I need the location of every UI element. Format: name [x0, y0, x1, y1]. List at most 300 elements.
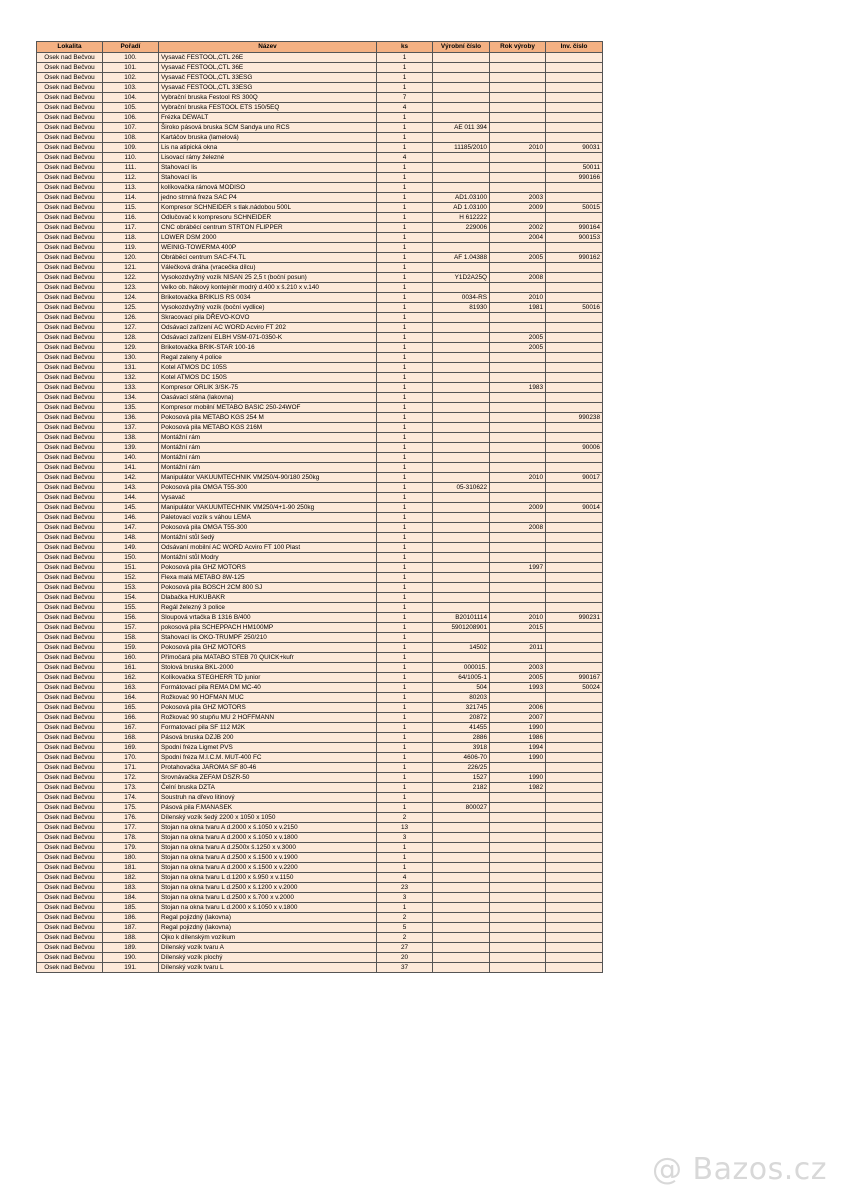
- cell-serial: [433, 362, 490, 372]
- cell-location: Osek nad Bečvou: [37, 392, 103, 402]
- cell-name: Vysokozdvyžný vozík (boční vydlice): [159, 302, 377, 312]
- cell-location: Osek nad Bečvou: [37, 812, 103, 822]
- cell-qty: 1: [377, 492, 433, 502]
- cell-serial: 504: [433, 682, 490, 692]
- cell-name: Vysavač: [159, 492, 377, 502]
- cell-serial: [433, 72, 490, 82]
- cell-location: Osek nad Bečvou: [37, 92, 103, 102]
- cell-inv: 50015: [546, 202, 603, 212]
- cell-year: [490, 112, 546, 122]
- cell-location: Osek nad Bečvou: [37, 892, 103, 902]
- cell-order: 129.: [103, 342, 159, 352]
- cell-qty: 1: [377, 482, 433, 492]
- cell-order: 189.: [103, 942, 159, 952]
- cell-order: 181.: [103, 862, 159, 872]
- cell-location: Osek nad Bečvou: [37, 952, 103, 962]
- cell-serial: [433, 112, 490, 122]
- cell-order: 119.: [103, 242, 159, 252]
- cell-order: 101.: [103, 62, 159, 72]
- cell-location: Osek nad Bečvou: [37, 472, 103, 482]
- cell-inv: [546, 452, 603, 462]
- cell-location: Osek nad Bečvou: [37, 362, 103, 372]
- cell-year: [490, 852, 546, 862]
- cell-year: [490, 572, 546, 582]
- cell-location: Osek nad Bečvou: [37, 592, 103, 602]
- cell-serial: [433, 52, 490, 62]
- cell-name: Kompresor mobilní METABO BASIC 250-24WOF: [159, 402, 377, 412]
- cell-qty: 1: [377, 862, 433, 872]
- table-row: [37, 952, 603, 962]
- table-row: [37, 432, 603, 442]
- cell-name: Regal pojizdný (lakovna): [159, 912, 377, 922]
- cell-location: Osek nad Bečvou: [37, 172, 103, 182]
- cell-inv: [546, 752, 603, 762]
- cell-qty: 1: [377, 112, 433, 122]
- cell-name: Pokosová pila GHZ MOTORS: [159, 562, 377, 572]
- cell-order: 178.: [103, 832, 159, 842]
- table-row: [37, 842, 603, 852]
- cell-order: 148.: [103, 532, 159, 542]
- cell-qty: 1: [377, 342, 433, 352]
- cell-order: 133.: [103, 382, 159, 392]
- cell-inv: [546, 812, 603, 822]
- cell-order: 138.: [103, 432, 159, 442]
- cell-order: 150.: [103, 552, 159, 562]
- cell-location: Osek nad Bečvou: [37, 302, 103, 312]
- cell-name: Spodní fréza Ligmet PVS: [159, 742, 377, 752]
- cell-location: Osek nad Bečvou: [37, 662, 103, 672]
- table-row: [37, 82, 603, 92]
- cell-year: [490, 512, 546, 522]
- table-row: [37, 742, 603, 752]
- cell-name: Stolová bruska BKL-2000: [159, 662, 377, 672]
- cell-inv: [546, 462, 603, 472]
- cell-inv: 50024: [546, 682, 603, 692]
- cell-serial: [433, 432, 490, 442]
- table-row: [37, 222, 603, 232]
- cell-qty: 27: [377, 942, 433, 952]
- cell-year: [490, 952, 546, 962]
- cell-order: 184.: [103, 892, 159, 902]
- cell-inv: [546, 582, 603, 592]
- cell-qty: 1: [377, 192, 433, 202]
- cell-location: Osek nad Bečvou: [37, 712, 103, 722]
- cell-name: Protahovačka JAROMA SF 80-46: [159, 762, 377, 772]
- cell-qty: 1: [377, 462, 433, 472]
- cell-location: Osek nad Bečvou: [37, 122, 103, 132]
- table-row: [37, 482, 603, 492]
- cell-name: Stojan na okna tvaru L d.2500 x š.1200 x v.2000: [159, 882, 377, 892]
- cell-name: Paletovací vozík s váhou LEMA: [159, 512, 377, 522]
- cell-year: [490, 152, 546, 162]
- cell-serial: [433, 352, 490, 362]
- table-row: [37, 452, 603, 462]
- cell-location: Osek nad Bečvou: [37, 772, 103, 782]
- cell-year: [490, 812, 546, 822]
- cell-inv: [546, 772, 603, 782]
- cell-name: Pokosová pila METABO KGS 216M: [159, 422, 377, 432]
- cell-order: 157.: [103, 622, 159, 632]
- cell-inv: [546, 852, 603, 862]
- cell-qty: 1: [377, 142, 433, 152]
- cell-serial: [433, 912, 490, 922]
- cell-name: Vysokozdvyžný vozík NISAN 25 2,5 t (boční posun): [159, 272, 377, 282]
- cell-order: 176.: [103, 812, 159, 822]
- table-row: [37, 472, 603, 482]
- cell-location: Osek nad Bečvou: [37, 562, 103, 572]
- cell-qty: 1: [377, 472, 433, 482]
- cell-serial: 2886: [433, 732, 490, 742]
- cell-qty: 1: [377, 692, 433, 702]
- cell-inv: [546, 832, 603, 842]
- cell-serial: 4606-70: [433, 752, 490, 762]
- cell-serial: [433, 872, 490, 882]
- cell-name: WEINIG-TOWERMA 400P: [159, 242, 377, 252]
- cell-year: [490, 592, 546, 602]
- cell-order: 170.: [103, 752, 159, 762]
- cell-year: [490, 892, 546, 902]
- cell-year: [490, 452, 546, 462]
- cell-year: 2007: [490, 712, 546, 722]
- table-row: [37, 92, 603, 102]
- table-row: [37, 192, 603, 202]
- cell-serial: [433, 562, 490, 572]
- cell-inv: [546, 82, 603, 92]
- cell-year: 1994: [490, 742, 546, 752]
- cell-name: Regal zaleny 4 police: [159, 352, 377, 362]
- cell-name: Stojan na okna tvaru A d.2500 x š.1500 x v.1900: [159, 852, 377, 862]
- cell-inv: 990238: [546, 412, 603, 422]
- cell-location: Osek nad Bečvou: [37, 852, 103, 862]
- table-row: [37, 352, 603, 362]
- table-row: [37, 202, 603, 212]
- cell-serial: 3918: [433, 742, 490, 752]
- cell-order: 180.: [103, 852, 159, 862]
- cell-order: 145.: [103, 502, 159, 512]
- cell-location: Osek nad Bečvou: [37, 552, 103, 562]
- table-row: [37, 932, 603, 942]
- cell-qty: 1: [377, 622, 433, 632]
- cell-inv: [546, 212, 603, 222]
- cell-order: 187.: [103, 922, 159, 932]
- cell-order: 173.: [103, 782, 159, 792]
- cell-name: Široko pásová bruska SCM Sandya uno RCS: [159, 122, 377, 132]
- cell-serial: [433, 242, 490, 252]
- cell-order: 140.: [103, 452, 159, 462]
- table-row: [37, 782, 603, 792]
- cell-year: [490, 872, 546, 882]
- cell-location: Osek nad Bečvou: [37, 612, 103, 622]
- cell-serial: [433, 402, 490, 412]
- cell-location: Osek nad Bečvou: [37, 282, 103, 292]
- cell-qty: 1: [377, 612, 433, 622]
- cell-serial: [433, 422, 490, 432]
- header-year: Rok výroby: [490, 42, 546, 53]
- cell-inv: [546, 262, 603, 272]
- table-row: [37, 802, 603, 812]
- cell-qty: 1: [377, 582, 433, 592]
- cell-order: 123.: [103, 282, 159, 292]
- cell-serial: [433, 822, 490, 832]
- cell-name: Stahovací lis: [159, 162, 377, 172]
- table-row: [37, 912, 603, 922]
- cell-year: 2003: [490, 192, 546, 202]
- cell-order: 164.: [103, 692, 159, 702]
- cell-qty: 1: [377, 212, 433, 222]
- cell-year: 2015: [490, 622, 546, 632]
- cell-location: Osek nad Bečvou: [37, 502, 103, 512]
- cell-order: 151.: [103, 562, 159, 572]
- cell-serial: 41455: [433, 722, 490, 732]
- cell-location: Osek nad Bečvou: [37, 632, 103, 642]
- cell-qty: 1: [377, 792, 433, 802]
- cell-inv: [546, 862, 603, 872]
- cell-location: Osek nad Bečvou: [37, 202, 103, 212]
- cell-order: 162.: [103, 672, 159, 682]
- cell-inv: [546, 542, 603, 552]
- cell-qty: 1: [377, 512, 433, 522]
- table-row: [37, 52, 603, 62]
- cell-inv: [546, 602, 603, 612]
- cell-qty: 1: [377, 62, 433, 72]
- cell-name: Kompresor ORLIK 3/SK-75: [159, 382, 377, 392]
- cell-qty: 2: [377, 932, 433, 942]
- cell-serial: [433, 792, 490, 802]
- cell-name: Dílenský vozík tvaru L: [159, 962, 377, 972]
- cell-year: 2005: [490, 332, 546, 342]
- cell-qty: 4: [377, 872, 433, 882]
- cell-serial: [433, 522, 490, 532]
- cell-location: Osek nad Bečvou: [37, 962, 103, 972]
- cell-qty: 1: [377, 82, 433, 92]
- cell-name: Frézka DEWALT: [159, 112, 377, 122]
- cell-order: 160.: [103, 652, 159, 662]
- cell-qty: 1: [377, 432, 433, 442]
- cell-name: Pokosová pila BOSCH 2CM 800 SJ: [159, 582, 377, 592]
- cell-serial: AD1.03100: [433, 192, 490, 202]
- cell-name: Vysavač FESTOOL,CTL 33ESG: [159, 82, 377, 92]
- cell-order: 112.: [103, 172, 159, 182]
- cell-serial: [433, 102, 490, 112]
- table-row: [37, 642, 603, 652]
- cell-qty: 1: [377, 642, 433, 652]
- cell-inv: [546, 292, 603, 302]
- cell-name: Montážní rám: [159, 432, 377, 442]
- cell-name: Pokosová pila GHZ MOTORS: [159, 702, 377, 712]
- cell-serial: [433, 442, 490, 452]
- cell-qty: 1: [377, 272, 433, 282]
- cell-name: Pokosová pila OMGA T55-300: [159, 482, 377, 492]
- cell-name: Stojan na okna tvaru A d.2000 x š.1050 x v.2150: [159, 822, 377, 832]
- cell-inv: [546, 632, 603, 642]
- cell-name: Kartáčov bruska (lamelová): [159, 132, 377, 142]
- cell-order: 139.: [103, 442, 159, 452]
- cell-year: 2002: [490, 222, 546, 232]
- cell-serial: [433, 392, 490, 402]
- cell-year: [490, 352, 546, 362]
- cell-order: 188.: [103, 932, 159, 942]
- cell-inv: [546, 642, 603, 652]
- cell-name: Montážní rám: [159, 442, 377, 452]
- cell-location: Osek nad Bečvou: [37, 512, 103, 522]
- cell-location: Osek nad Bečvou: [37, 942, 103, 952]
- cell-inv: [546, 592, 603, 602]
- cell-inv: 90017: [546, 472, 603, 482]
- cell-inv: [546, 272, 603, 282]
- cell-location: Osek nad Bečvou: [37, 672, 103, 682]
- table-row: [37, 542, 603, 552]
- cell-location: Osek nad Bečvou: [37, 832, 103, 842]
- cell-year: [490, 832, 546, 842]
- cell-name: Pokosová pila METABO KGS 254 M: [159, 412, 377, 422]
- cell-serial: [433, 592, 490, 602]
- table-row: [37, 612, 603, 622]
- cell-location: Osek nad Bečvou: [37, 442, 103, 452]
- cell-serial: Y1D2A25Q: [433, 272, 490, 282]
- cell-serial: [433, 932, 490, 942]
- table-row: [37, 632, 603, 642]
- cell-serial: 229006: [433, 222, 490, 232]
- cell-name: Stojan na okna tvaru A d.2500x š.1250 x v.3000: [159, 842, 377, 852]
- cell-inv: [546, 932, 603, 942]
- cell-qty: 1: [377, 372, 433, 382]
- table-row: [37, 652, 603, 662]
- table-row: [37, 552, 603, 562]
- cell-inv: [546, 62, 603, 72]
- cell-serial: AE 011 394: [433, 122, 490, 132]
- cell-location: Osek nad Bečvou: [37, 842, 103, 852]
- cell-qty: 1: [377, 762, 433, 772]
- cell-year: [490, 182, 546, 192]
- cell-serial: [433, 342, 490, 352]
- cell-year: 2008: [490, 272, 546, 282]
- cell-qty: 1: [377, 562, 433, 572]
- cell-inv: [546, 622, 603, 632]
- table-row: [37, 852, 603, 862]
- cell-name: Manipulátor VAKUUMTECHNIK VM250/4-90/180 250kg: [159, 472, 377, 482]
- cell-year: [490, 392, 546, 402]
- cell-year: [490, 442, 546, 452]
- cell-name: Lis na atipická okna: [159, 142, 377, 152]
- table-row: [37, 732, 603, 742]
- cell-name: Kolíkovačka STEGHERR TD junior: [159, 672, 377, 682]
- cell-inv: [546, 702, 603, 712]
- cell-qty: 1: [377, 392, 433, 402]
- cell-year: [490, 932, 546, 942]
- cell-inv: [546, 352, 603, 362]
- cell-order: 120.: [103, 252, 159, 262]
- cell-order: 152.: [103, 572, 159, 582]
- cell-order: 110.: [103, 152, 159, 162]
- cell-serial: [433, 92, 490, 102]
- cell-serial: [433, 542, 490, 552]
- cell-inv: 900153: [546, 232, 603, 242]
- cell-qty: 1: [377, 352, 433, 362]
- cell-qty: 1: [377, 542, 433, 552]
- cell-year: 2004: [490, 232, 546, 242]
- cell-qty: 4: [377, 152, 433, 162]
- cell-year: [490, 102, 546, 112]
- cell-qty: 1: [377, 502, 433, 512]
- cell-qty: 1: [377, 452, 433, 462]
- table-row: [37, 942, 603, 952]
- cell-inv: [546, 382, 603, 392]
- cell-name: Montážní rám: [159, 452, 377, 462]
- table-row: [37, 62, 603, 72]
- cell-qty: 1: [377, 842, 433, 852]
- cell-inv: [546, 52, 603, 62]
- cell-location: Osek nad Bečvou: [37, 152, 103, 162]
- cell-inv: [546, 512, 603, 522]
- table-row: [37, 622, 603, 632]
- cell-year: [490, 362, 546, 372]
- cell-serial: 05-310622: [433, 482, 490, 492]
- cell-name: Stahovací lis OKO-TRUMPF 250/210: [159, 632, 377, 642]
- table-row: [37, 752, 603, 762]
- cell-order: 136.: [103, 412, 159, 422]
- cell-serial: 000015.: [433, 662, 490, 672]
- table-row: [37, 272, 603, 282]
- cell-inv: [546, 242, 603, 252]
- cell-year: [490, 912, 546, 922]
- cell-serial: 81930: [433, 302, 490, 312]
- cell-location: Osek nad Bečvou: [37, 582, 103, 592]
- table-row: [37, 592, 603, 602]
- cell-serial: 20872: [433, 712, 490, 722]
- cell-order: 166.: [103, 712, 159, 722]
- cell-serial: [433, 952, 490, 962]
- cell-order: 158.: [103, 632, 159, 642]
- cell-year: [490, 402, 546, 412]
- cell-serial: [433, 502, 490, 512]
- cell-order: 146.: [103, 512, 159, 522]
- cell-serial: 226/25: [433, 762, 490, 772]
- cell-serial: [433, 412, 490, 422]
- table-row: [37, 302, 603, 312]
- cell-order: 107.: [103, 122, 159, 132]
- cell-name: Stahovací lis: [159, 172, 377, 182]
- cell-year: [490, 72, 546, 82]
- table-row: [37, 532, 603, 542]
- cell-inv: [546, 892, 603, 902]
- cell-order: 163.: [103, 682, 159, 692]
- cell-order: 171.: [103, 762, 159, 772]
- cell-name: Soustruh na dřevo litinový: [159, 792, 377, 802]
- cell-year: [490, 492, 546, 502]
- table-row: [37, 822, 603, 832]
- cell-qty: 3: [377, 832, 433, 842]
- cell-qty: 1: [377, 412, 433, 422]
- table-row: [37, 152, 603, 162]
- cell-location: Osek nad Bečvou: [37, 262, 103, 272]
- cell-location: Osek nad Bečvou: [37, 802, 103, 812]
- cell-serial: 2182: [433, 782, 490, 792]
- cell-inv: [546, 282, 603, 292]
- cell-qty: 1: [377, 442, 433, 452]
- cell-order: 185.: [103, 902, 159, 912]
- cell-qty: 2: [377, 912, 433, 922]
- table-row: [37, 112, 603, 122]
- cell-location: Osek nad Bečvou: [37, 82, 103, 92]
- cell-location: Osek nad Bečvou: [37, 762, 103, 772]
- cell-name: Formátovací pila REMA DM MC-40: [159, 682, 377, 692]
- cell-qty: 1: [377, 652, 433, 662]
- cell-order: 167.: [103, 722, 159, 732]
- cell-location: Osek nad Bečvou: [37, 642, 103, 652]
- cell-inv: 990164: [546, 222, 603, 232]
- cell-year: 1993: [490, 682, 546, 692]
- cell-name: jedno strnná freza SAC P4: [159, 192, 377, 202]
